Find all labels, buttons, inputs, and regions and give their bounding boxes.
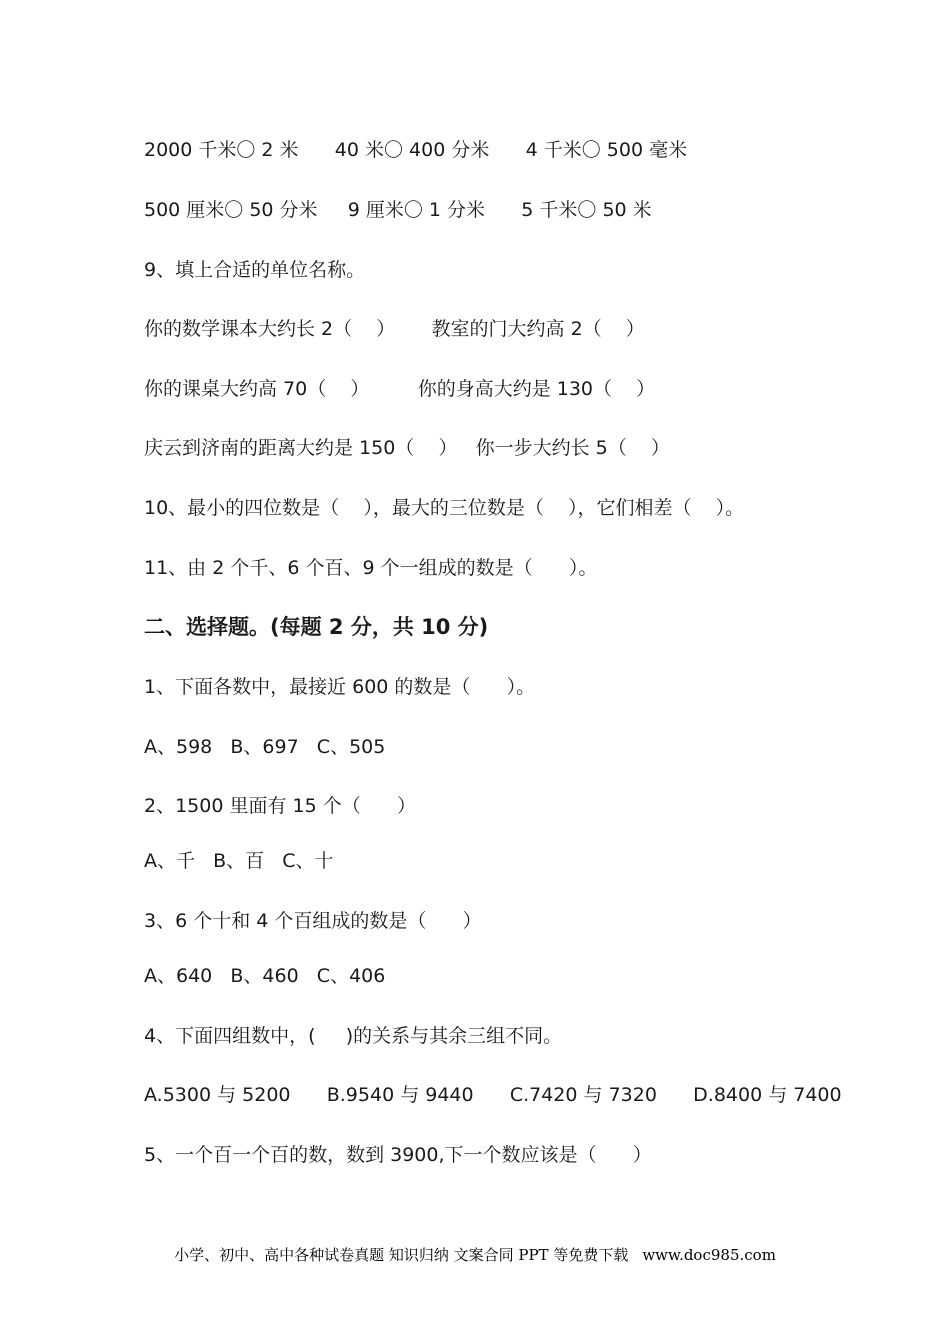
- choice-question-2-options: A、千 B、百 C、十: [144, 850, 334, 872]
- choice-question-4-options: A.5300 与 5200 B.9540 与 9440 C.7420 与 7320 D.8400 与 7400: [144, 1084, 842, 1106]
- choice-question-1: 1、下面各数中，最接近 600 的数是（ ）。: [144, 676, 536, 698]
- question-10: 10、最小的四位数是（ ），最大的三位数是（ ），它们相差（ ）。: [144, 497, 745, 519]
- unit-compare-row-2: 500 厘米〇 50 分米 9 厘米〇 1 分米 5 千米〇 50 米: [144, 199, 652, 221]
- choice-question-5: 5、一个百一个百的数，数到 3900,下一个数应该是（ ）: [144, 1144, 652, 1166]
- section-2-heading: 二、选择题。(每题 2 分，共 10 分): [144, 615, 489, 639]
- question-9-title: 9、填上合适的单位名称。: [144, 259, 366, 281]
- choice-question-1-options: A、598 B、697 C、505: [144, 736, 386, 758]
- choice-question-3: 3、6 个十和 4 个百组成的数是（ ）: [144, 910, 482, 932]
- choice-question-3-options: A、640 B、460 C、406: [144, 965, 386, 987]
- unit-compare-row-1: 2000 千米〇 2 米 40 米〇 400 分米 4 千米〇 500 毫米: [144, 139, 688, 161]
- footer-url-link[interactable]: www.doc985.com: [642, 1246, 776, 1264]
- choice-question-2: 2、1500 里面有 15 个（ ）: [144, 795, 416, 817]
- question-9-row-1: 你的数学课本大约长 2（ ） 教室的门大约高 2（ ）: [144, 318, 645, 340]
- page-footer: [0, 1245, 950, 1265]
- choice-question-4: 4、下面四组数中，( )的关系与其余三组不同。: [144, 1025, 563, 1047]
- question-9-row-2: 你的课桌大约高 70（ ） 你的身高大约是 130（ ）: [144, 378, 656, 400]
- footer-text: 小学、初中、高中各种试卷真题 知识归纳 文案合同 PPT 等免费下载: [174, 1246, 629, 1264]
- question-11: 11、由 2 个千、6 个百、9 个一组成的数是（ ）。: [144, 557, 598, 579]
- question-9-row-3: 庆云到济南的距离大约是 150（ ） 你一步大约长 5（ ）: [144, 437, 670, 459]
